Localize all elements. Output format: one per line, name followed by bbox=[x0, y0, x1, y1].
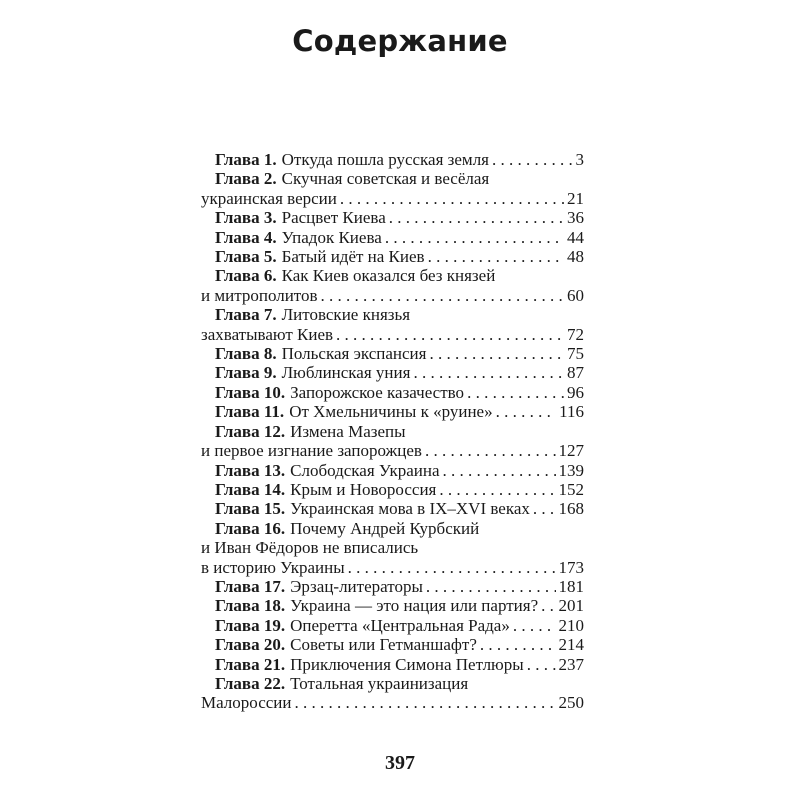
dot-leader bbox=[413, 363, 564, 382]
page-number: 397 bbox=[385, 752, 415, 774]
chapter-label: Глава 22. bbox=[215, 673, 286, 693]
chapter-title: От Хмельничины к «руине» bbox=[289, 402, 493, 422]
toc-entry bbox=[201, 363, 584, 382]
toc-entry bbox=[201, 208, 584, 227]
chapter-label: Глава 17. bbox=[215, 576, 286, 596]
chapter-title: Слободская Украина bbox=[290, 460, 440, 480]
chapter-label: Глава 18. bbox=[215, 596, 286, 616]
chapter-page-number: 48 bbox=[567, 247, 584, 267]
dot-leader bbox=[496, 402, 557, 421]
toc-entry bbox=[201, 461, 584, 480]
chapter-title: Измена Мазепы bbox=[290, 421, 406, 441]
toc-entry bbox=[201, 402, 584, 421]
chapter-page-number: 250 bbox=[558, 693, 584, 713]
chapter-label: Глава 4. bbox=[215, 227, 277, 247]
chapter-title: Откуда пошла русская земля bbox=[281, 150, 489, 169]
toc-entry-line bbox=[201, 228, 584, 247]
chapter-title: и Иван Фёдоров не вписались bbox=[201, 538, 419, 558]
chapter-label: Глава 15. bbox=[215, 499, 286, 519]
toc-entry-line bbox=[201, 538, 584, 557]
toc-entry-line bbox=[201, 693, 584, 712]
chapter-title: украинская версии bbox=[201, 188, 337, 208]
toc-entry-line bbox=[201, 441, 584, 460]
toc-entry bbox=[201, 655, 584, 674]
chapter-title: Крым и Новороссия bbox=[290, 479, 437, 499]
chapter-title: Украина — это нация или партия? bbox=[290, 596, 539, 616]
chapter-label: Глава 14. bbox=[215, 479, 286, 499]
chapter-page-number: 44 bbox=[567, 227, 584, 247]
table-of-contents bbox=[201, 150, 584, 713]
chapter-title: Как Киев оказался без князей bbox=[281, 266, 496, 286]
chapter-label: Глава 7. bbox=[215, 305, 277, 325]
toc-entry-line bbox=[201, 325, 584, 344]
chapter-page-number: 116 bbox=[559, 402, 584, 422]
chapter-title: Оперетта «Центральная Рада» bbox=[290, 615, 510, 635]
toc-entry bbox=[201, 150, 584, 169]
toc-entry-line bbox=[201, 616, 584, 635]
chapter-page-number: 60 bbox=[567, 285, 584, 305]
chapter-label: Глава 1. bbox=[215, 150, 277, 169]
toc-entry-line bbox=[201, 363, 584, 382]
chapter-label: Глава 10. bbox=[215, 382, 286, 402]
toc-entry-line bbox=[201, 635, 584, 654]
dot-leader bbox=[443, 461, 556, 480]
chapter-label: Глава 9. bbox=[215, 363, 277, 383]
chapter-page-number: 168 bbox=[558, 499, 584, 519]
chapter-title: Почему Андрей Курбский bbox=[290, 518, 480, 538]
dot-leader bbox=[429, 344, 564, 363]
dot-leader bbox=[541, 596, 555, 615]
toc-entry-line bbox=[201, 286, 584, 305]
chapter-label: Глава 21. bbox=[215, 654, 286, 674]
chapter-title: Литовские князья bbox=[281, 305, 411, 325]
chapter-page-number: 214 bbox=[558, 635, 584, 655]
toc-entry bbox=[201, 422, 584, 461]
chapter-title: Упадок Киева bbox=[281, 227, 382, 247]
chapter-page-number: 173 bbox=[558, 557, 584, 577]
chapter-title: Советы или Гетманшафт? bbox=[290, 635, 477, 655]
page-title: Содержание bbox=[292, 24, 508, 58]
chapter-title: и митрополитов bbox=[201, 285, 318, 305]
dot-leader bbox=[321, 286, 564, 305]
toc-entry-line bbox=[201, 461, 584, 480]
chapter-label: Глава 11. bbox=[215, 402, 285, 422]
toc-entry-line bbox=[201, 150, 584, 169]
chapter-title: Скучная советская и весёлая bbox=[281, 169, 490, 189]
chapter-title: Малороссии bbox=[201, 693, 292, 713]
toc-entry-line bbox=[201, 247, 584, 266]
toc-entry bbox=[201, 577, 584, 596]
chapter-page-number: 3 bbox=[575, 150, 584, 169]
chapter-title: Запорожское казачество bbox=[290, 382, 465, 402]
toc-entry bbox=[201, 519, 584, 577]
chapter-label: Глава 3. bbox=[215, 208, 277, 228]
toc-entry-line bbox=[201, 480, 584, 499]
chapter-page-number: 210 bbox=[558, 615, 584, 635]
dot-leader bbox=[492, 150, 573, 169]
chapter-label: Глава 2. bbox=[215, 169, 277, 189]
toc-entry-line bbox=[201, 305, 584, 324]
dot-leader bbox=[295, 693, 556, 712]
toc-entry bbox=[201, 383, 584, 402]
chapter-title: Эрзац-литераторы bbox=[290, 576, 423, 596]
toc-entry bbox=[201, 228, 584, 247]
toc-entry-line bbox=[201, 499, 584, 518]
chapter-label: Глава 12. bbox=[215, 421, 286, 441]
toc-entry bbox=[201, 596, 584, 615]
toc-entry-line bbox=[201, 577, 584, 596]
chapter-page-number: 21 bbox=[567, 188, 584, 208]
toc-entry-line bbox=[201, 674, 584, 693]
toc-entry-line bbox=[201, 344, 584, 363]
chapter-page-number: 152 bbox=[558, 479, 584, 499]
toc-entry bbox=[201, 266, 584, 305]
chapter-title: Украинская мова в IX–XVI веках bbox=[290, 499, 530, 519]
toc-entry-line bbox=[201, 189, 584, 208]
dot-leader bbox=[439, 480, 555, 499]
chapter-page-number: 201 bbox=[558, 596, 584, 616]
dot-leader bbox=[389, 208, 564, 227]
chapter-label: Глава 20. bbox=[215, 635, 286, 655]
chapter-page-number: 87 bbox=[567, 363, 584, 383]
dot-leader bbox=[336, 325, 564, 344]
chapter-title: Приключения Симона Петлюры bbox=[290, 654, 524, 674]
chapter-label: Глава 16. bbox=[215, 518, 286, 538]
chapter-title: Люблинская уния bbox=[281, 363, 411, 383]
dot-leader bbox=[340, 189, 564, 208]
toc-entry-line bbox=[201, 208, 584, 227]
toc-entry-line bbox=[201, 422, 584, 441]
chapter-label: Глава 13. bbox=[215, 460, 286, 480]
chapter-title: Расцвет Киева bbox=[281, 208, 386, 228]
dot-leader bbox=[533, 499, 556, 518]
chapter-label: Глава 6. bbox=[215, 266, 277, 286]
toc-entry bbox=[201, 247, 584, 266]
dot-leader bbox=[348, 558, 556, 577]
toc-entry bbox=[201, 480, 584, 499]
chapter-page-number: 75 bbox=[567, 344, 584, 364]
dot-leader bbox=[527, 655, 556, 674]
chapter-page-number: 96 bbox=[567, 382, 584, 402]
toc-entry-line bbox=[201, 266, 584, 285]
dot-leader bbox=[426, 577, 556, 596]
chapter-page-number: 72 bbox=[567, 324, 584, 344]
toc-entry-line bbox=[201, 519, 584, 538]
toc-entry-line bbox=[201, 558, 584, 577]
dot-leader bbox=[467, 383, 564, 402]
chapter-page-number: 181 bbox=[558, 576, 584, 596]
dot-leader bbox=[425, 441, 556, 460]
toc-entry bbox=[201, 499, 584, 518]
chapter-title: в историю Украины bbox=[201, 557, 345, 577]
toc-entry-line bbox=[201, 596, 584, 615]
toc-entry bbox=[201, 635, 584, 654]
chapter-title: Польская экспансия bbox=[281, 344, 427, 364]
chapter-label: Глава 19. bbox=[215, 615, 286, 635]
toc-entry bbox=[201, 674, 584, 713]
chapter-title: захватывают Киев bbox=[201, 324, 334, 344]
chapter-label: Глава 5. bbox=[215, 247, 277, 267]
toc-entry bbox=[201, 344, 584, 363]
chapter-page-number: 127 bbox=[558, 441, 584, 461]
dot-leader bbox=[385, 228, 564, 247]
chapter-title: Тотальная украинизация bbox=[290, 673, 469, 693]
toc-entry bbox=[201, 305, 584, 344]
toc-entry-line bbox=[201, 383, 584, 402]
dot-leader bbox=[480, 635, 556, 654]
toc-entry bbox=[201, 169, 584, 208]
toc-entry-line bbox=[201, 169, 584, 188]
chapter-page-number: 237 bbox=[558, 654, 584, 674]
toc-entry-line bbox=[201, 655, 584, 674]
dot-leader bbox=[513, 616, 556, 635]
toc-entry bbox=[201, 616, 584, 635]
chapter-title: и первое изгнание запорожцев bbox=[201, 441, 422, 461]
chapter-page-number: 36 bbox=[567, 208, 584, 228]
chapter-label: Глава 8. bbox=[215, 344, 277, 364]
dot-leader bbox=[428, 247, 564, 266]
chapter-page-number: 139 bbox=[558, 460, 584, 480]
toc-entry-line bbox=[201, 402, 584, 421]
chapter-title: Батый идёт на Киев bbox=[281, 247, 425, 267]
